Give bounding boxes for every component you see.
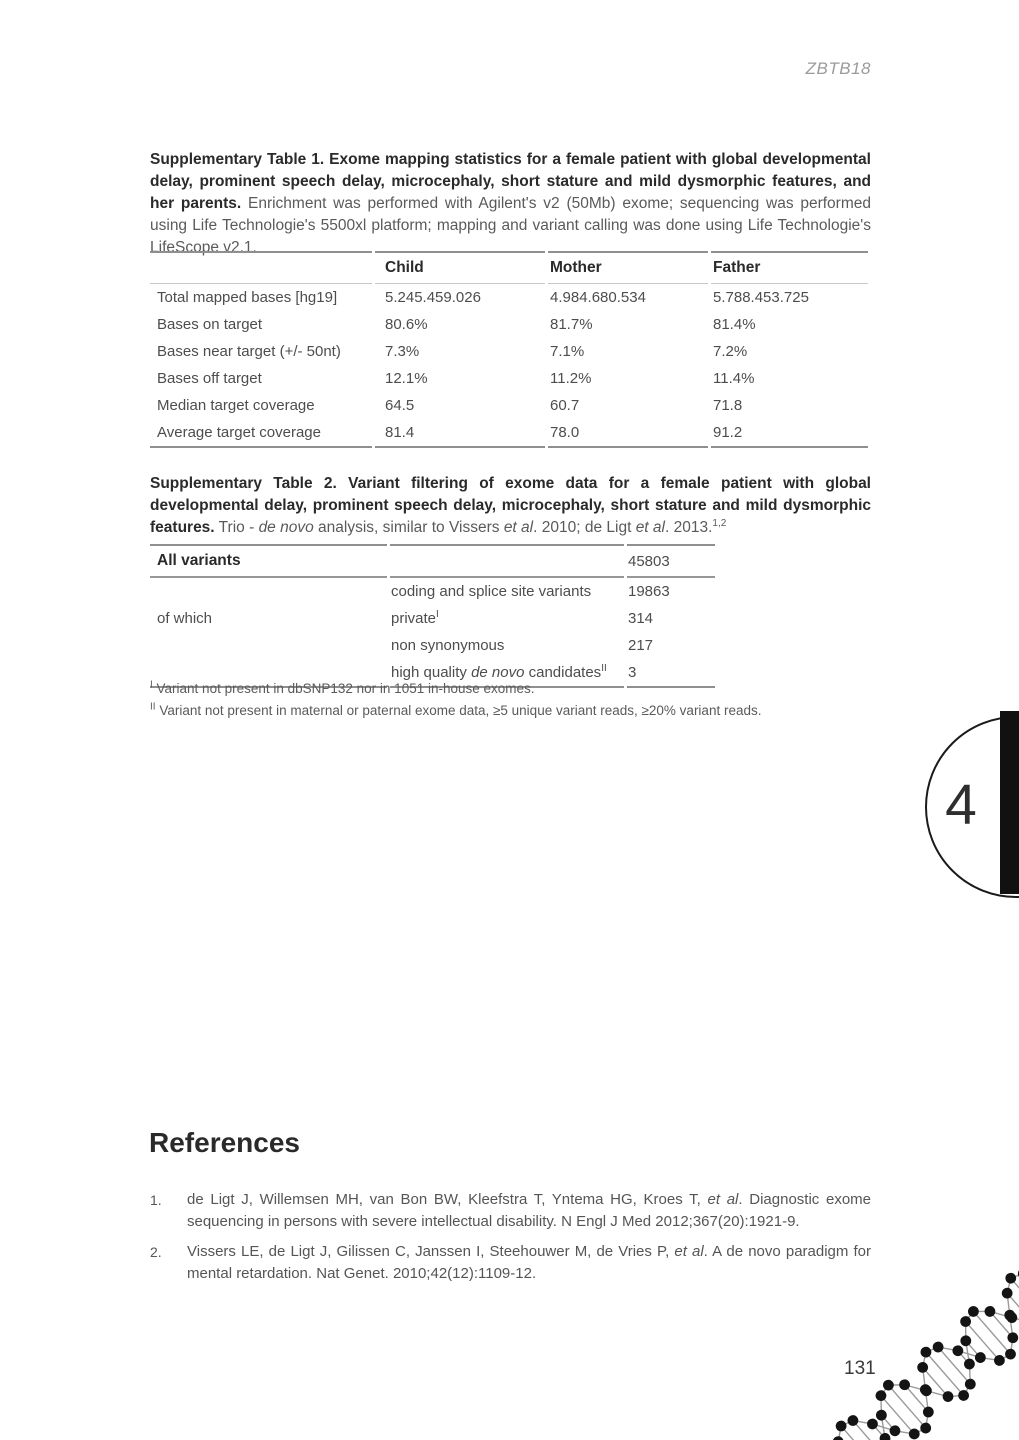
table2-caption-text: analysis, similar to Vissers	[313, 519, 504, 536]
row-label: coding and splice site variants	[391, 583, 592, 600]
table2-caption-text: . 2013.	[665, 519, 713, 536]
table-header-row	[150, 251, 868, 284]
row-label: high quality de novo candidates$^{II}$	[390, 659, 624, 688]
table-cell: 217	[628, 637, 654, 654]
table-cell: 7.1%	[550, 343, 585, 360]
table-cell: 11.4%	[713, 370, 755, 387]
all-variants-label: All variants	[150, 544, 387, 578]
running-head: ZBTB18	[805, 59, 871, 78]
et-al-italic: et al	[503, 519, 534, 536]
column-header-child: Child	[375, 251, 545, 284]
table-cell: 78.0	[548, 419, 708, 448]
exome-mapping-table	[147, 251, 871, 448]
table-cell: 91.2	[711, 419, 868, 448]
table-cell: 64.5	[385, 397, 415, 414]
row-label: non synonymous	[391, 637, 505, 654]
reference-item	[150, 1241, 871, 1285]
table-cell: 81.4	[375, 419, 545, 448]
table-cell: 4.984.680.534	[550, 289, 646, 306]
chapter-number: 4	[945, 773, 977, 837]
row-label: Total mapped bases [hg19]	[157, 289, 338, 306]
table-row	[150, 365, 868, 392]
table-cell: 3	[627, 659, 715, 688]
row-label: Median target coverage	[157, 397, 315, 414]
et-al-italic: et al	[707, 1191, 739, 1208]
column-header-mother: Mother	[548, 251, 708, 284]
row-label: private$^I$	[391, 609, 439, 627]
table1-caption-regular: Enrichment was performed with Agilent's v2 (50Mb) exome; sequencing was performed using Life Technologie's 5500xl platform; mapping and variant calling was done using Life Technologie's LifeScope v2.1.	[150, 195, 871, 256]
row-label: Bases on target	[157, 316, 263, 333]
table2-footnotes	[150, 678, 871, 721]
table2-caption-text: . 2010; de Ligt	[533, 519, 636, 536]
column-header	[150, 251, 372, 284]
table-row	[150, 578, 715, 605]
table-cell: 60.7	[550, 397, 580, 414]
table-row	[150, 338, 868, 365]
table-cell: 80.6%	[385, 316, 428, 333]
table-cell: 5.245.459.026	[385, 289, 481, 306]
table-cell: 314	[628, 610, 654, 627]
footnote-marker: II	[150, 701, 156, 712]
de-novo-italic: de novo	[258, 519, 314, 536]
table-cell: 12.1%	[385, 370, 428, 387]
table-row	[150, 284, 868, 311]
table2-caption	[150, 473, 871, 539]
reference-text: Vissers LE, de Ligt J, Gilissen C, Janssen I, Steehouwer M, de Vries P, et al. A de novo paradigm for mental retardation. Nat Genet. 2010;42(12):1109-12.	[187, 1243, 872, 1282]
table-cell: 81.7%	[550, 316, 593, 333]
table-cell: 7.3%	[385, 343, 420, 360]
page-number: 131	[844, 1358, 876, 1379]
chapter-edge-bar	[1000, 711, 1019, 894]
references-heading: References	[149, 1127, 300, 1158]
table-row	[150, 419, 868, 448]
reference-number: 1.	[150, 1192, 162, 1208]
table-row	[150, 544, 715, 578]
table2-caption-text: Trio -	[218, 519, 259, 536]
table-cell: 71.8	[713, 397, 743, 414]
table-cell	[390, 544, 624, 578]
row-label: Average target coverage	[150, 419, 372, 448]
footnote-marker: I	[150, 679, 153, 691]
reference-number: 2.	[150, 1244, 162, 1260]
table1-caption	[150, 149, 871, 259]
table-cell: 81.4%	[713, 316, 756, 333]
table-cell: 5.788.453.725	[713, 289, 809, 306]
reference-item	[150, 1189, 871, 1233]
caption-ref-superscript: 1,2	[712, 517, 727, 529]
table-cell: 11.2%	[550, 370, 592, 387]
of-which-text: of which	[157, 609, 213, 627]
table2-caption-bold: Supplementary Table 2. Variant filtering of exome data for a female patient with global developmental delay, prominent speech delay, microcephaly, short stature and mild dysmorphic features.	[150, 475, 871, 536]
row-label: Bases near target (+/- 50nt)	[157, 343, 341, 360]
column-header-father: Father	[711, 251, 868, 284]
table-cell: 19863	[628, 583, 670, 600]
variant-filtering-table	[147, 544, 718, 688]
table-row	[150, 392, 868, 419]
table-cell: 7.2%	[713, 343, 748, 360]
footnote-text: Variant not present in maternal or paternal exome data, ≥5 unique variant reads, ≥20% variant reads.	[155, 702, 762, 718]
row-label: Bases off target	[157, 370, 262, 387]
et-al-italic: et al	[635, 519, 665, 536]
footnote	[150, 700, 871, 722]
footnote-text: Variant not present in dbSNP132 nor in 1051 in-house exomes.	[152, 681, 535, 696]
references-list	[150, 1189, 871, 1293]
reference-text: de Ligt J, Willemsen MH, van Bon BW, Kleefstra T, Yntema HG, Kroes T, et al. Diagnostic exome sequencing in persons with severe intellectual disability. N Engl J Med 2012;367(20):1921-9.	[187, 1191, 871, 1230]
all-variants-value: 45803	[627, 544, 715, 578]
et-al-italic: et al	[674, 1243, 704, 1260]
table-row	[150, 311, 868, 338]
of-which-label	[150, 578, 387, 688]
footnote	[150, 678, 871, 700]
table1-caption-bold: Supplementary Table 1. Exome mapping statistics for a female patient with global developmental delay, prominent speech delay, microcephaly, short stature and mild dysmorphic features, and her parents.	[150, 151, 871, 212]
